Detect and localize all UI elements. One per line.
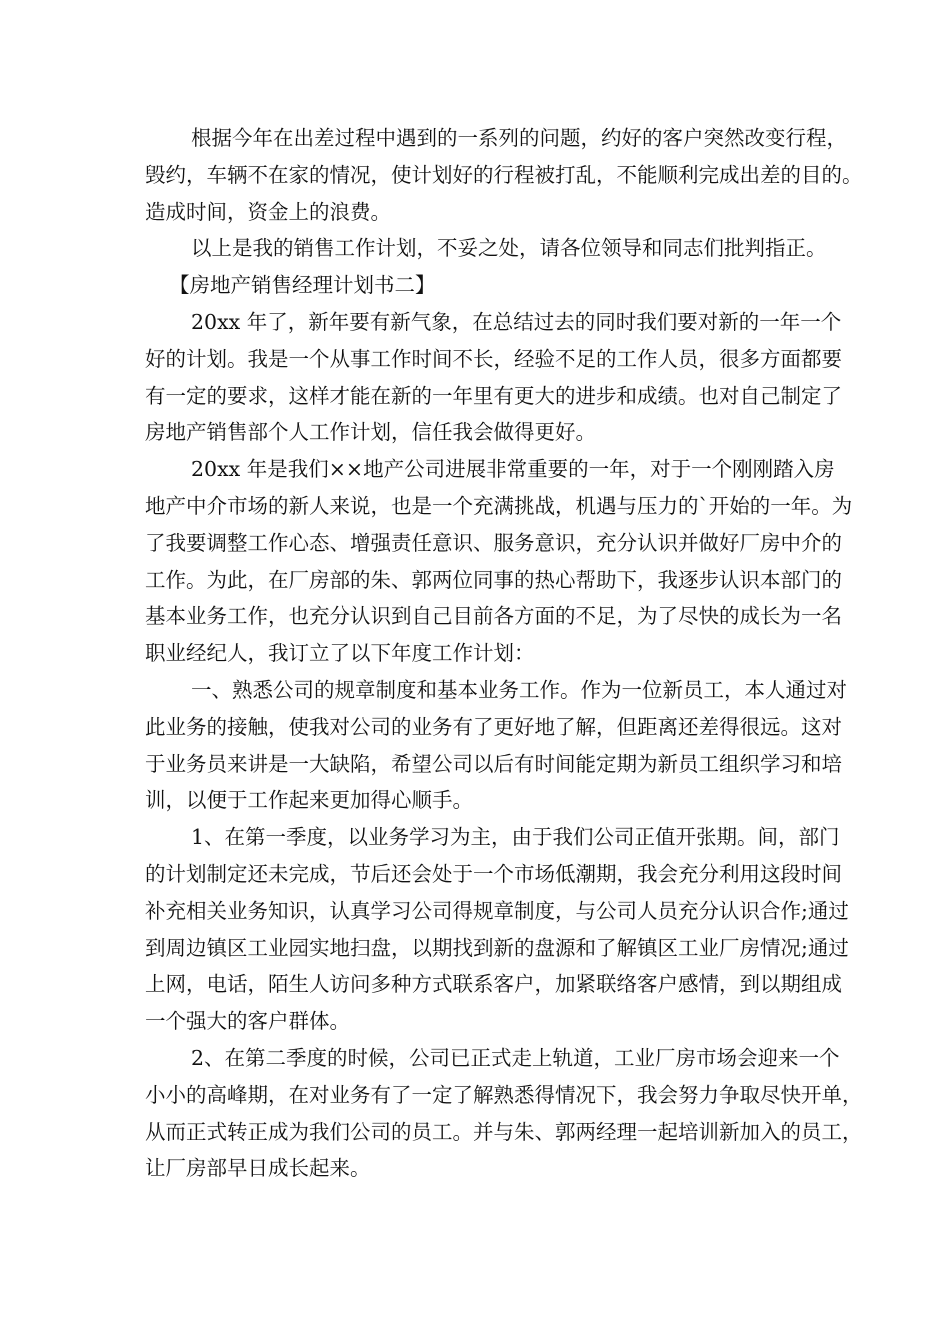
text-line: 工作。为此，在厂房部的朱、郭两位同事的热心帮助下，我逐步认识本部门的: [145, 567, 842, 592]
paragraph-item-one: [145, 672, 847, 819]
text-line: 补充相关业务知识，认真学习公司得规章制度，与公司人员充分认识合作;通过: [145, 898, 849, 923]
paragraph-first-quarter: [145, 819, 849, 1040]
text-line: 毁约，车辆不在家的情况，使计划好的行程被打乱，不能顺利完成出差的目的。: [145, 162, 863, 187]
text-line: 一个强大的客户群体。: [145, 1009, 350, 1034]
text-line: 职业经纪人，我订立了以下年度工作计划：: [145, 641, 535, 666]
text-line: 以上是我的销售工作计划，不妥之处，请各位领导和同志们批判指正。: [191, 236, 827, 261]
text-line: 地产中介市场的新人来说，也是一个充满挑战，机遇与压力的`开始的一年。为: [145, 493, 853, 518]
text-line: 基本业务工作，也充分认识到自己目前各方面的不足，为了尽快的成长为一名: [145, 604, 842, 629]
paragraph-new-year: [145, 304, 842, 451]
text-line: 了我要调整工作心态、增强责任意识、服务意识，充分认识并做好厂房中介的: [145, 530, 842, 555]
text-line: 根据今年在出差过程中遇到的一系列的问题，约好的客户突然改变行程，: [191, 126, 847, 150]
text-line: 让厂房部早日成长起来。: [145, 1156, 371, 1181]
paragraph-travel-problems: [145, 120, 863, 230]
document-body: [145, 120, 863, 1187]
text-line: 20xx 年是我们××地产公司进展非常重要的一年，对于一个刚刚踏入房: [191, 457, 835, 482]
text-line: 的计划制定还未完成，节后还会处于一个市场低潮期，我会充分利用这段时间: [145, 861, 842, 886]
text-line: 一、熟悉公司的规章制度和基本业务工作。作为一位新员工，本人通过对: [191, 677, 847, 702]
text-line: 20xx 年了，新年要有新气象，在总结过去的同时我们要对新的一年一个: [191, 309, 842, 334]
text-line: 好的计划。我是一个从事工作时间不长，经验不足的工作人员，很多方面都要: [145, 346, 842, 371]
paragraph-second-quarter: [145, 1040, 863, 1187]
section-heading: [145, 267, 807, 304]
text-line: 于业务员来讲是一大缺陷，希望公司以后有时间能定期为新员工组织学习和培: [145, 751, 842, 776]
text-line: 此业务的接触，使我对公司的业务有了更好地了解，但距离还差得很远。这对: [145, 714, 842, 739]
paragraph-company-year: [145, 451, 853, 672]
text-line: 上网，电话，陌生人访问多种方式联系客户，加紧联络客户感情，到以期组成: [145, 972, 842, 997]
text-line: 小小的高峰期，在对业务有了一定了解熟悉得情况下，我会努力争取尽快开单，: [145, 1082, 863, 1107]
text-line: 到周边镇区工业园实地扫盘，以期找到新的盘源和了解镇区工业厂房情况;通过: [145, 935, 849, 960]
text-line: 有一定的要求，这样才能在新的一年里有更大的进步和成绩。也对自己制定了: [145, 383, 842, 408]
text-line: 2、在第二季度的时候，公司已正式走上轨道，工业厂房市场会迎来一个: [191, 1045, 840, 1070]
text-line: 训，以便于工作起来更加得心顺手。: [145, 788, 473, 813]
text-line: 造成时间，资金上的浪费。: [145, 199, 391, 224]
text-line: 从而正式转正成为我们公司的员工。并与朱、郭两经理一起培训新加入的员工，: [145, 1119, 863, 1144]
text-line: 房地产销售部个人工作计划，信任我会做得更好。: [145, 420, 596, 445]
text-line: 1、在第一季度，以业务学习为主，由于我们公司正值开张期。间，部门: [191, 825, 840, 850]
paragraph-closing-remark: [145, 230, 827, 267]
text-line: 【房地产销售经理计划书二】: [169, 273, 436, 298]
